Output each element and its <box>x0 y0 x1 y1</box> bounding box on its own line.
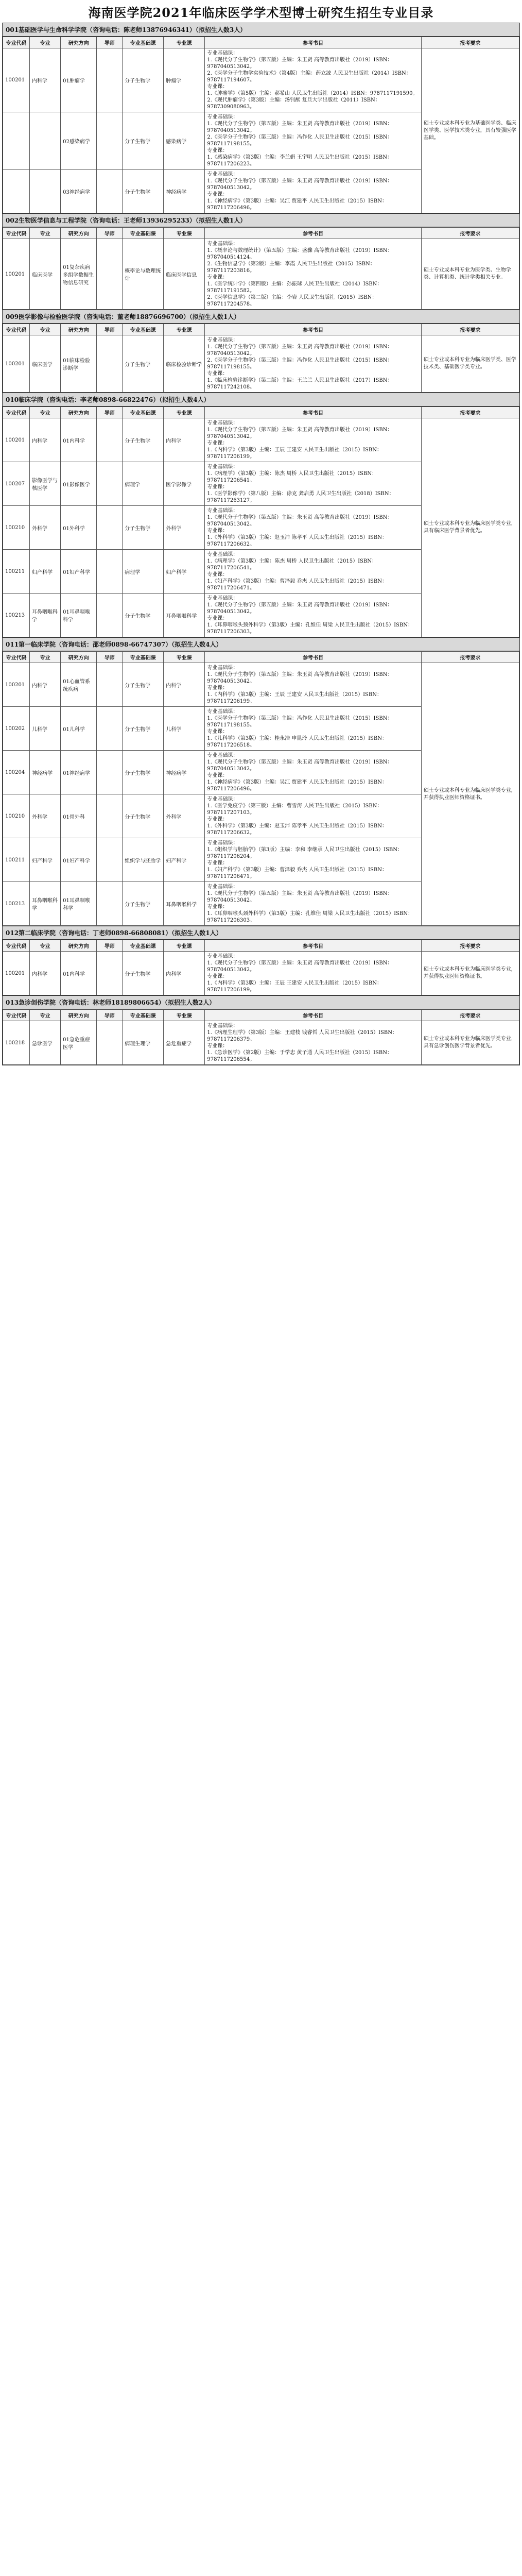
column-header: 专业课 <box>164 37 205 48</box>
reference-books-cell: 专业基础课： 1.《病理学》（第3版）主编：陈杰 周桥 人民卫生出版社（2015）ISBN：9787117206541。 专业课： 1.《医学影像学》（第八版）主编：徐克 龚启勇 人民卫生出版社（2018）ISBN：9787117263127。 <box>205 462 421 506</box>
reference-books-cell: 专业基础课： 1.《现代分子生物学》（第五版）主编：朱玉贤 高等教育出版社（2019）ISBN：9787040513042。 2.《医学分子生物学》（第三版）主编：冯作化 人民卫生出版社（2015）ISBN：9787117198155。 专业课： 1.《临床检验诊断学》（第二版）主编：王兰兰 人民卫生出版社（2017）ISBN：9787117242108。 <box>205 335 421 393</box>
column-header: 专业 <box>30 652 61 663</box>
table-header-row <box>3 652 519 663</box>
section-header: 012第二临床学院（咨询电话：丁老师0898-66808081）（拟招生人数1人） <box>3 926 519 940</box>
column-header: 专业 <box>30 228 61 239</box>
column-header: 专业基础课 <box>123 37 164 48</box>
major-code-cell <box>3 112 30 170</box>
column-header: 专业课 <box>164 940 205 952</box>
basic-course-cell: 分子生物学 <box>123 594 164 637</box>
major-cell: 儿科学 <box>30 707 61 751</box>
advisor-cell <box>97 952 123 995</box>
major-cell: 妇产科学 <box>30 550 61 594</box>
specialty-course-cell: 内科学 <box>164 952 205 995</box>
table-header-row <box>3 228 519 239</box>
college-section <box>2 926 520 995</box>
reference-books-cell: 专业基础课： 1.《组织学与胚胎学》（第3版）主编：李和 李继承 人民卫生出版社（2015）ISBN：9787117206204。 专业课： 1.《妇产科学》（第3版）主编：曹泽毅 乔杰 人民卫生出版社（2015）ISBN：9787117206471。 <box>205 838 421 882</box>
basic-course-cell: 分子生物学 <box>123 48 164 112</box>
table-header-row <box>3 940 519 952</box>
application-requirements-cell: 硕士专业或本科专业为基础医学类、临床医学类、医学技术类专业，具有较强医学基础。 <box>421 48 519 213</box>
column-header: 专业基础课 <box>123 324 164 335</box>
major-cell: 急诊医学 <box>30 1021 61 1065</box>
major-cell: 耳鼻咽喉科学 <box>30 882 61 926</box>
specialty-course-cell: 妇产科学 <box>164 550 205 594</box>
section-header: 013急诊创伤学院（咨询电话：林老师18189806654）（拟招生人数2人） <box>3 996 519 1009</box>
specialty-course-cell: 儿科学 <box>164 707 205 751</box>
column-header: 专业代码 <box>3 324 30 335</box>
column-header: 参考书目 <box>205 940 421 952</box>
column-header: 专业课 <box>164 407 205 418</box>
major-code-cell: 100201 <box>3 239 30 310</box>
advisor-cell <box>97 506 123 550</box>
reference-books-cell: 专业基础课： 1.《概率论与数理统计》（第五版）主编：盛骤 高等教育出版社（2019）ISBN：9787040514124。 2.《生物信息学》（第2版）主编：李霞 人民卫生出版社（2015）ISBN：9787117203816。 专业课： 1.《医学统计学》（第四版）主编：孙振球 人民卫生出版社（2014）ISBN：9787117191582。 2.《医学信息学》（第二版）主编：李岩 人民卫生出版社（2015）ISBN：9787117204578。 <box>205 239 421 310</box>
basic-course-cell: 分子生物学 <box>123 663 164 707</box>
reference-books-cell: 专业基础课： 1.《医学分子生物学》（第三版）主编：冯作化 人民卫生出版社（2015）ISBN：9787117198155。 专业课： 1.《儿科学》（第3版）主编：桂永浩 申昆玲 人民卫生出版社（2015）ISBN：9787117206518。 <box>205 707 421 751</box>
column-header: 专业代码 <box>3 652 30 663</box>
major-cell: 影像医学与核医学 <box>30 462 61 506</box>
major-code-cell: 100207 <box>3 462 30 506</box>
column-header: 导师 <box>97 37 123 48</box>
basic-course-cell: 概率论与数理统计 <box>123 239 164 310</box>
column-header: 参考书目 <box>205 1010 421 1021</box>
column-header: 专业基础课 <box>123 407 164 418</box>
advisor-cell <box>97 239 123 310</box>
column-header: 专业基础课 <box>123 1010 164 1021</box>
specialty-course-cell: 耳鼻咽喉科学 <box>164 882 205 926</box>
advisor-cell <box>97 707 123 751</box>
column-header: 研究方向 <box>61 1010 97 1021</box>
sections-container <box>0 23 522 1065</box>
major-code-cell: 100213 <box>3 882 30 926</box>
major-cell: 内科学 <box>30 952 61 995</box>
advisor-cell <box>97 663 123 707</box>
specialty-course-cell: 临床医学信息 <box>164 239 205 310</box>
column-header: 专业基础课 <box>123 940 164 952</box>
research-direction-cell: 01心血管系统疾病 <box>61 663 97 707</box>
major-code-cell: 100218 <box>3 1021 30 1065</box>
column-header: 报考要求 <box>421 37 519 48</box>
table-header-row <box>3 324 519 335</box>
table-header-row <box>3 1010 519 1021</box>
basic-course-cell: 分子生物学 <box>123 794 164 838</box>
basic-course-cell: 分子生物学 <box>123 506 164 550</box>
college-section <box>2 637 520 926</box>
major-code-cell: 100211 <box>3 838 30 882</box>
section-header: 011第一临床学院（咨询电话：邵老师0898-66747307）（拟招生人数4人） <box>3 638 519 651</box>
reference-books-cell: 专业基础课： 1.《现代分子生物学》（第五版）主编：朱玉贤 高等教育出版社（2019）ISBN：9787040513042。 专业课： 1.《内科学》（第3版）主编：王辰 王建安 人民卫生出版社（2015）ISBN：9787117206199。 <box>205 418 421 462</box>
column-header: 参考书目 <box>205 652 421 663</box>
college-section <box>2 995 520 1065</box>
major-cell: 内科学 <box>30 48 61 112</box>
reference-books-cell: 专业基础课： 1.《现代分子生物学》（第五版）主编：朱玉贤 高等教育出版社（2019）ISBN：9787040513042。 专业课： 1.《内科学》（第3版）主编：王辰 王建安 人民卫生出版社（2015）ISBN：9787117206199。 <box>205 663 421 707</box>
specialty-course-cell: 外科学 <box>164 794 205 838</box>
specialty-course-cell: 神经病学 <box>164 751 205 794</box>
application-requirements-cell: 硕士专业或本科专业为临床医学类专业，具有急诊创伤医学背景者优先。 <box>421 1021 519 1065</box>
table-row <box>3 952 519 995</box>
basic-course-cell: 分子生物学 <box>123 882 164 926</box>
major-code-cell: 100201 <box>3 418 30 462</box>
research-direction-cell: 01耳鼻咽喉科学 <box>61 882 97 926</box>
specialty-course-cell: 急危重症学 <box>164 1021 205 1065</box>
major-code-cell: 100213 <box>3 594 30 637</box>
application-requirements-cell: 硕士专业或本科专业为临床医学类专业，并获得执业医师资格证书。 <box>421 952 519 995</box>
application-requirements-cell: 硕士专业或本科专业为临床医学类、医学技术类、基础医学类专业。 <box>421 335 519 393</box>
column-header: 报考要求 <box>421 407 519 418</box>
basic-course-cell: 分子生物学 <box>123 112 164 170</box>
research-direction-cell: 01妇产科学 <box>61 838 97 882</box>
advisor-cell <box>97 838 123 882</box>
section-header: 010临床学院（咨询电话：李老师0898-66822476）（拟招生人数4人） <box>3 393 519 406</box>
table-header-row <box>3 37 519 48</box>
column-header: 专业课 <box>164 1010 205 1021</box>
major-code-cell: 100204 <box>3 751 30 794</box>
reference-books-cell: 专业基础课： 1.《医学免疫学》（第三版）主编：曹雪涛 人民卫生出版社（2015）ISBN：9787117207103。 专业课： 1.《外科学》（第3版）主编：赵玉沛 陈孝平 人民卫生出版社（2015）ISBN：9787117206632。 <box>205 794 421 838</box>
specialty-course-cell: 神经病学 <box>164 170 205 213</box>
table-row <box>3 418 519 462</box>
column-header: 导师 <box>97 324 123 335</box>
major-cell: 外科学 <box>30 794 61 838</box>
column-header: 研究方向 <box>61 940 97 952</box>
reference-books-cell: 专业基础课： 1.《现代分子生物学》（第五版）主编：朱玉贤 高等教育出版社（2019）ISBN：9787040513042。 专业课： 1.《耳鼻咽喉头颈外科学》（第3版）主编：孔维佳 周梁 人民卫生出版社（2015）ISBN：9787117206303。 <box>205 882 421 926</box>
research-direction-cell: 01肿瘤学 <box>61 48 97 112</box>
research-direction-cell: 02感染病学 <box>61 112 97 170</box>
column-header: 专业课 <box>164 652 205 663</box>
specialty-course-cell: 耳鼻咽喉科学 <box>164 594 205 637</box>
catalog-table <box>3 651 519 926</box>
major-cell: 耳鼻咽喉科学 <box>30 594 61 637</box>
column-header: 导师 <box>97 228 123 239</box>
basic-course-cell: 分子生物学 <box>123 707 164 751</box>
column-header: 研究方向 <box>61 324 97 335</box>
column-header: 报考要求 <box>421 940 519 952</box>
column-header: 研究方向 <box>61 652 97 663</box>
major-cell: 妇产科学 <box>30 838 61 882</box>
page-title: 海南医学院2021年临床医学学术型博士研究生招生专业目录 <box>88 5 434 20</box>
major-cell: 临床医学 <box>30 335 61 393</box>
major-code-cell <box>3 170 30 213</box>
basic-course-cell: 分子生物学 <box>123 751 164 794</box>
catalog-table <box>3 940 519 995</box>
column-header: 参考书目 <box>205 324 421 335</box>
column-header: 专业代码 <box>3 228 30 239</box>
advisor-cell <box>97 794 123 838</box>
column-header: 专业代码 <box>3 407 30 418</box>
column-header: 专业基础课 <box>123 228 164 239</box>
basic-course-cell: 病理生理学 <box>123 1021 164 1065</box>
column-header: 专业 <box>30 407 61 418</box>
major-code-cell: 100201 <box>3 663 30 707</box>
major-code-cell: 100201 <box>3 952 30 995</box>
major-code-cell: 100210 <box>3 794 30 838</box>
column-header: 导师 <box>97 652 123 663</box>
table-row <box>3 48 519 112</box>
catalog-table <box>3 324 519 393</box>
research-direction-cell: 03神经病学 <box>61 170 97 213</box>
advisor-cell <box>97 462 123 506</box>
table-row <box>3 1021 519 1065</box>
major-code-cell: 100211 <box>3 550 30 594</box>
major-cell: 内科学 <box>30 418 61 462</box>
basic-course-cell: 分子生物学 <box>123 418 164 462</box>
column-header: 专业课 <box>164 228 205 239</box>
reference-books-cell: 专业基础课： 1.《现代分子生物学》（第五版）主编：朱玉贤 高等教育出版社（2019）ISBN：9787040513042。 专业课： 1.《外科学》（第3版）主编：赵玉沛 陈孝平 人民卫生出版社（2015）ISBN：9787117206632。 <box>205 506 421 550</box>
advisor-cell <box>97 170 123 213</box>
column-header: 专业基础课 <box>123 652 164 663</box>
application-requirements-cell: 硕士专业或本科专业为临床医学类专业，并获得执业医师资格证书。 <box>421 663 519 926</box>
major-cell: 临床医学 <box>30 239 61 310</box>
table-header-row <box>3 407 519 418</box>
research-direction-cell: 01儿科学 <box>61 707 97 751</box>
advisor-cell <box>97 48 123 112</box>
column-header: 专业 <box>30 1010 61 1021</box>
specialty-course-cell: 医学影像学 <box>164 462 205 506</box>
specialty-course-cell: 肿瘤学 <box>164 48 205 112</box>
catalog-table <box>3 406 519 637</box>
reference-books-cell: 专业基础课： 1.《现代分子生物学》（第五版）主编：朱玉贤 高等教育出版社（2019）ISBN：9787040513042。 专业课： 1.《神经病学》（第3版）主编：吴江 贾建平 人民卫生出版社（2015）ISBN：9787117206496。 <box>205 170 421 213</box>
reference-books-cell: 专业基础课： 1.《现代分子生物学》（第五版）主编：朱玉贤 高等教育出版社（2019）ISBN：9787040513042。 专业课： 1.《神经病学》（第3版）主编：吴江 贾建平 人民卫生出版社（2015）ISBN：9787117206496。 <box>205 751 421 794</box>
column-header: 报考要求 <box>421 1010 519 1021</box>
basic-course-cell: 组织学与胚胎学 <box>123 838 164 882</box>
column-header: 参考书目 <box>205 37 421 48</box>
catalog-table <box>3 227 519 310</box>
advisor-cell <box>97 1021 123 1065</box>
major-code-cell: 100201 <box>3 335 30 393</box>
research-direction-cell: 01内科学 <box>61 418 97 462</box>
column-header: 导师 <box>97 407 123 418</box>
research-direction-cell: 01耳鼻咽喉科学 <box>61 594 97 637</box>
catalog-table <box>3 37 519 213</box>
research-direction-cell: 01外科学 <box>61 506 97 550</box>
column-header: 参考书目 <box>205 407 421 418</box>
reference-books-cell: 专业基础课： 1.《病理生理学》（第3版）主编：王建枝 钱睿哲 人民卫生出版社（2015）ISBN：9787117206379。 专业课： 1.《急诊医学》（第2版）主编：于学忠 黄子通 人民卫生出版社（2015）ISBN：9787117206554。 <box>205 1021 421 1065</box>
specialty-course-cell: 外科学 <box>164 506 205 550</box>
column-header: 研究方向 <box>61 407 97 418</box>
table-row <box>3 239 519 310</box>
advisor-cell <box>97 112 123 170</box>
section-header: 009医学影像与检验医学院（咨询电话：董老师18876696700）（拟招生人数1人） <box>3 310 519 324</box>
specialty-course-cell: 妇产科学 <box>164 838 205 882</box>
specialty-course-cell: 内科学 <box>164 663 205 707</box>
college-section <box>2 393 520 637</box>
application-requirements-cell: 硕士专业或本科专业为医学类、生物学类、计算机类、统计学类相关专业。 <box>421 239 519 310</box>
research-direction-cell: 01内科学 <box>61 952 97 995</box>
reference-books-cell: 专业基础课： 1.《病理学》（第3版）主编：陈杰 周桥 人民卫生出版社（2015）ISBN：9787117206541。 专业课： 1.《妇产科学》（第3版）主编：曹泽毅 乔杰 人民卫生出版社（2015）ISBN：9787117206471。 <box>205 550 421 594</box>
column-header: 导师 <box>97 1010 123 1021</box>
section-header: 002生物医学信息与工程学院（咨询电话：王老师13936295233）（拟招生人数1人） <box>3 214 519 227</box>
college-section <box>2 23 520 213</box>
major-cell <box>30 112 61 170</box>
basic-course-cell: 分子生物学 <box>123 170 164 213</box>
basic-course-cell: 分子生物学 <box>123 335 164 393</box>
advisor-cell <box>97 594 123 637</box>
column-header: 专业代码 <box>3 37 30 48</box>
major-cell: 内科学 <box>30 663 61 707</box>
advisor-cell <box>97 882 123 926</box>
specialty-course-cell: 感染病学 <box>164 112 205 170</box>
column-header: 研究方向 <box>61 228 97 239</box>
column-header: 专业课 <box>164 324 205 335</box>
research-direction-cell: 01神经病学 <box>61 751 97 794</box>
basic-course-cell: 病理学 <box>123 550 164 594</box>
reference-books-cell: 专业基础课： 1.《现代分子生物学》（第五版）主编：朱玉贤 高等教育出版社（2019）ISBN：9787040513042。 2.《医学分子生物学实验技术》（第4版）主编：药立波 人民卫生出版社（2014）ISBN：9787117194607。 专业课： 1.《肿瘤学》（第5版）主编：郝希山 人民卫生出版社（2014）ISBN：9787117191590。 2.《现代肿瘤学》（第3版）主编：汤钊猷 复旦大学出版社（2011）ISBN：9787309080963。 <box>205 48 421 112</box>
reference-books-cell: 专业基础课： 1.《现代分子生物学》（第五版）主编：朱玉贤 高等教育出版社（2019）ISBN：9787040513042。 专业课： 1.《耳鼻咽喉头颈外科学》（第3版）主编：孔维佳 周梁 人民卫生出版社（2015）ISBN：9787117206303。 <box>205 594 421 637</box>
research-direction-cell: 01妇产科学 <box>61 550 97 594</box>
column-header: 参考书目 <box>205 228 421 239</box>
section-header: 001基础医学与生命科学学院（咨询电话：陈老师13876946341）（拟招生人数3人） <box>3 23 519 37</box>
column-header: 专业代码 <box>3 940 30 952</box>
college-section <box>2 213 520 310</box>
basic-course-cell: 病理学 <box>123 462 164 506</box>
column-header: 研究方向 <box>61 37 97 48</box>
major-code-cell: 100201 <box>3 48 30 112</box>
column-header: 专业代码 <box>3 1010 30 1021</box>
research-direction-cell: 01急危重症医学 <box>61 1021 97 1065</box>
research-direction-cell: 01影像医学 <box>61 462 97 506</box>
table-row <box>3 663 519 707</box>
major-cell: 神经病学 <box>30 751 61 794</box>
table-row <box>3 335 519 393</box>
column-header: 专业 <box>30 37 61 48</box>
major-cell <box>30 170 61 213</box>
specialty-course-cell: 临床检验诊断学 <box>164 335 205 393</box>
catalog-table <box>3 1009 519 1065</box>
application-requirements-cell: 硕士专业或本科专业为临床医学类专业，具有临床医学背景者优先。 <box>421 418 519 637</box>
college-section <box>2 310 520 393</box>
research-direction-cell: 01复杂疾病多组学数据生物信息研究 <box>61 239 97 310</box>
basic-course-cell: 分子生物学 <box>123 952 164 995</box>
column-header: 专业 <box>30 324 61 335</box>
specialty-course-cell: 内科学 <box>164 418 205 462</box>
column-header: 报考要求 <box>421 228 519 239</box>
column-header: 报考要求 <box>421 652 519 663</box>
advisor-cell <box>97 550 123 594</box>
advisor-cell <box>97 335 123 393</box>
major-code-cell: 100202 <box>3 707 30 751</box>
column-header: 专业 <box>30 940 61 952</box>
reference-books-cell: 专业基础课： 1.《现代分子生物学》（第五版）主编：朱玉贤 高等教育出版社（2019）ISBN：9787040513042。 2.《医学分子生物学》（第三版）主编：冯作化 人民卫生出版社（2015）ISBN：9787117198155。 专业课： 1.《感染病学》（第3版）主编：李兰娟 王宇明 人民卫生出版社（2015）ISBN：9787117206223。 <box>205 112 421 170</box>
reference-books-cell: 专业基础课： 1.《现代分子生物学》（第五版）主编：朱玉贤 高等教育出版社（2019）ISBN：9787040513042。 专业课： 1.《内科学》（第3版）主编：王辰 王建安 人民卫生出版社（2015）ISBN：9787117206199。 <box>205 952 421 995</box>
advisor-cell <box>97 418 123 462</box>
major-code-cell: 100210 <box>3 506 30 550</box>
research-direction-cell: 01临床检验诊断学 <box>61 335 97 393</box>
column-header: 报考要求 <box>421 324 519 335</box>
advisor-cell <box>97 751 123 794</box>
major-cell: 外科学 <box>30 506 61 550</box>
research-direction-cell: 01骨外科 <box>61 794 97 838</box>
column-header: 导师 <box>97 940 123 952</box>
